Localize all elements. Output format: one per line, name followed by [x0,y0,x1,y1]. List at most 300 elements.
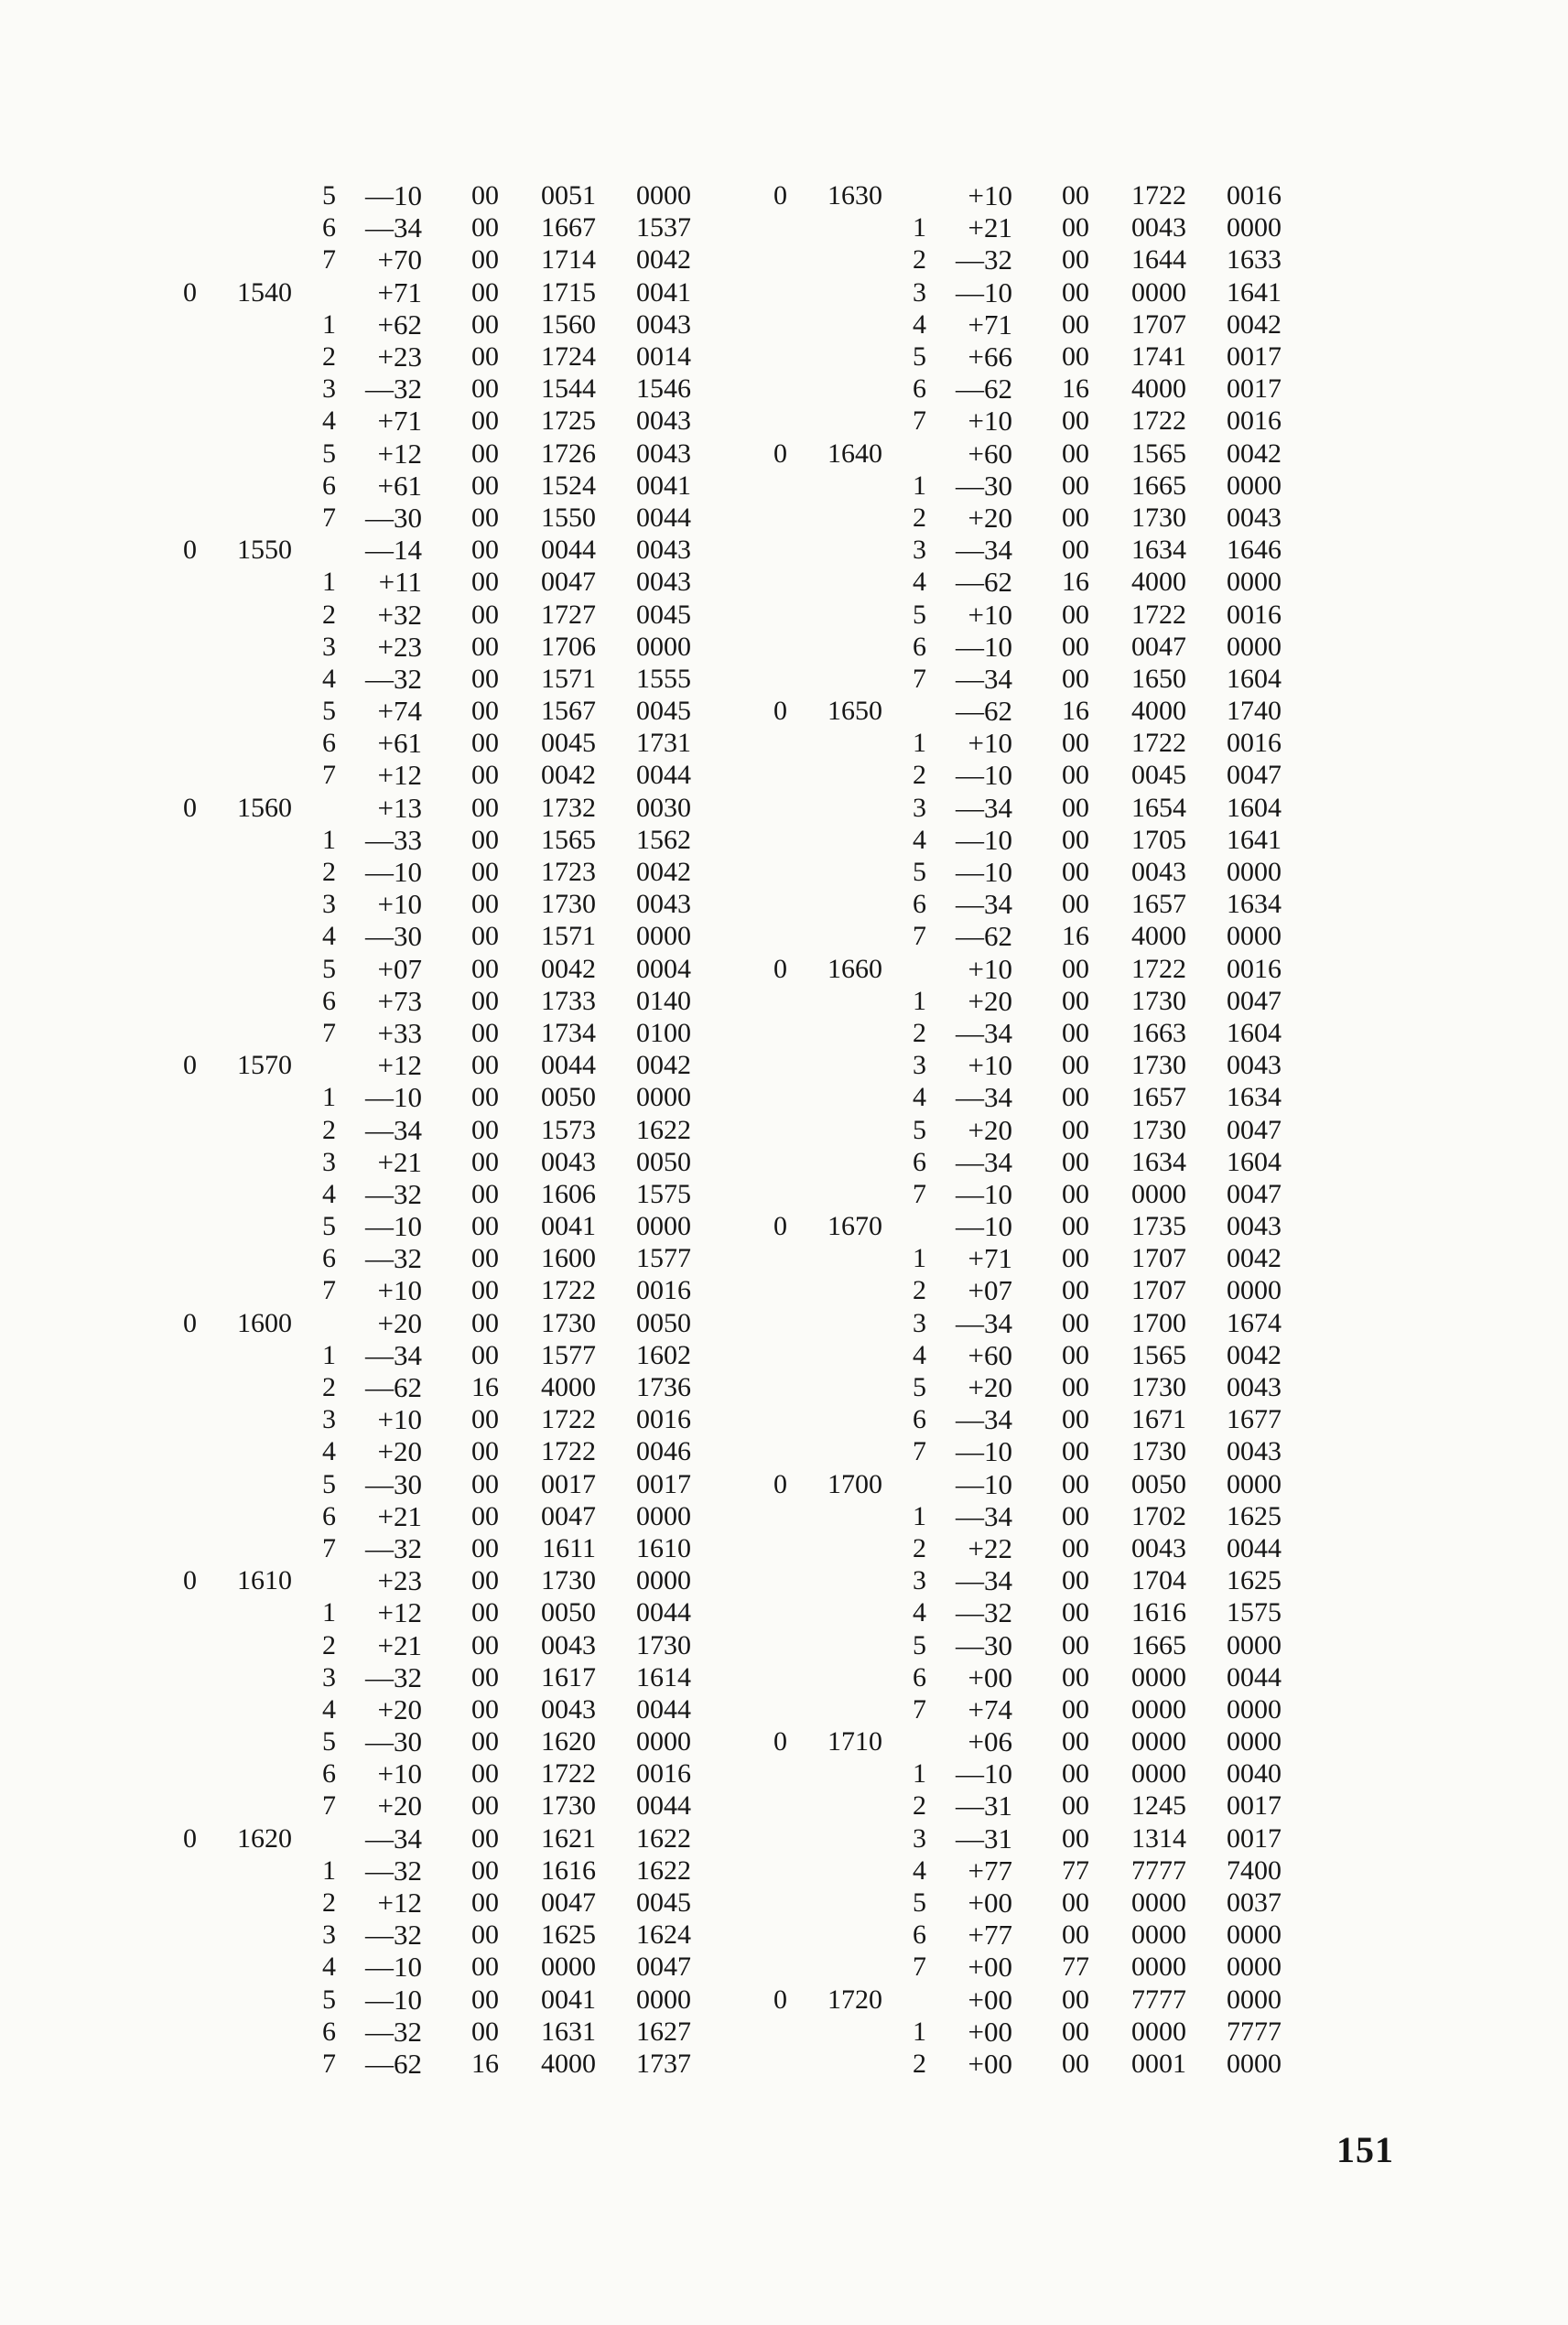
address-1: 1663 [1131,1017,1186,1048]
instruction-row [773,856,1281,888]
address-1: 0000 [1131,1693,1186,1725]
address-2: 0000 [636,180,691,211]
flag-field: 00 [471,406,499,437]
address-1: 1702 [1131,1500,1186,1531]
relative-address: 1 [913,728,926,759]
relative-address: 7 [322,1017,336,1048]
flag-field: 00 [471,1500,499,1531]
operation-code: —32 [365,1660,422,1693]
relative-address: 7 [322,1532,336,1563]
relative-address: 6 [913,1661,926,1692]
address-1: 1577 [541,1339,596,1370]
operation-code: +73 [377,984,422,1017]
instruction-row [773,631,1281,663]
relative-address: 5 [322,1468,336,1499]
address-2: 0043 [636,567,691,598]
address-2: 0046 [636,1436,691,1467]
operation-code: —62 [956,373,1012,406]
relative-address: 4 [322,1952,336,1983]
address-1: 0050 [541,1082,596,1113]
flag-field: 00 [471,180,499,211]
operation-code: —14 [365,534,422,567]
base-address: 1600 [237,1307,292,1338]
address-2: 0043 [636,535,691,566]
address-1: 1560 [541,308,596,340]
address-1: 1565 [1131,1339,1186,1370]
address-2: 1577 [636,1243,691,1274]
base-address: 1720 [827,1984,882,2015]
address-1: 0041 [541,1984,596,2015]
address-1: 1606 [541,1178,596,1209]
operation-code: +23 [377,341,422,373]
address-1: 1730 [541,1790,596,1822]
address-1: 1730 [541,889,596,920]
relative-address: 4 [913,1597,926,1628]
operation-code: +13 [377,791,422,824]
address-2: 0016 [1227,728,1281,759]
address-2: 0044 [636,1790,691,1822]
instruction-row [183,1468,691,1500]
flag-field: 00 [1062,470,1089,501]
flag-field: 00 [471,1114,499,1145]
address-2: 0000 [636,1565,691,1596]
flag-field: 00 [471,502,499,533]
address-2: 1555 [636,663,691,694]
flag-field: 00 [471,470,499,501]
operation-code: —32 [365,1531,422,1564]
flag-field: 00 [1062,985,1089,1016]
base-address: 1630 [827,180,882,211]
flag-field: 00 [471,1822,499,1854]
operation-code: +60 [968,437,1012,470]
operation-code: —10 [956,1435,1012,1468]
instruction-row [773,1693,1281,1725]
operation-code: —62 [365,2047,422,2080]
relative-address: 1 [913,1758,926,1790]
zero-marker: 0 [773,1984,787,2015]
address-1: 0050 [541,1597,596,1628]
operation-code: —10 [956,1757,1012,1790]
instruction-row [183,1339,691,1371]
instruction-row [773,438,1281,470]
relative-address: 6 [322,728,336,759]
operation-code: +00 [968,1887,1012,1919]
instruction-row [773,888,1281,920]
flag-field: 00 [1062,1243,1089,1274]
address-1: 1730 [1131,1050,1186,1081]
flag-field: 00 [1062,341,1089,373]
address-2: 0030 [636,792,691,823]
flag-field: 00 [1062,1790,1089,1822]
address-2: 1737 [636,2048,691,2079]
instruction-row [773,1822,1281,1855]
operation-code: +32 [377,598,422,631]
relative-address: 4 [322,1178,336,1209]
zero-marker: 0 [183,276,197,308]
relative-address: 4 [913,1082,926,1113]
address-2: 0017 [636,1468,691,1499]
address-2: 1562 [636,824,691,855]
address-2: 1625 [1227,1565,1281,1596]
address-2: 1602 [636,1339,691,1370]
flag-field: 00 [471,1404,499,1435]
zero-marker: 0 [773,180,787,211]
instruction-row [183,1887,691,1919]
operation-code: —31 [956,1790,1012,1822]
instruction-row [183,953,691,985]
address-1: 0000 [541,1952,596,1983]
operation-code: —30 [956,1628,1012,1661]
operation-code: —34 [956,662,1012,695]
operation-code: —30 [365,501,422,534]
zero-marker: 0 [773,438,787,469]
address-2: 1646 [1227,535,1281,566]
flag-field: 00 [471,696,499,727]
flag-field: 00 [471,1307,499,1338]
operation-code: +71 [377,276,422,308]
flag-field: 00 [471,535,499,566]
address-2: 1677 [1227,1404,1281,1435]
instruction-row [183,1435,691,1467]
address-1: 0043 [1131,212,1186,243]
address-1: 1654 [1131,792,1186,823]
relative-address: 7 [913,1952,926,1983]
address-1: 1722 [1131,728,1186,759]
address-1: 1611 [542,1532,596,1563]
flag-field: 16 [1062,921,1089,952]
address-1: 1722 [1131,953,1186,984]
instruction-row [183,1242,691,1274]
address-2: 0050 [636,1146,691,1177]
operation-code: +11 [378,566,422,599]
flag-field: 00 [471,985,499,1016]
operation-code: +00 [968,1983,1012,2016]
operation-code: +61 [377,469,422,502]
operation-code: +10 [377,1757,422,1790]
operation-code: +61 [377,727,422,760]
relative-address: 4 [322,1693,336,1725]
flag-field: 00 [471,1790,499,1822]
relative-address: 4 [322,921,336,952]
relative-address: 5 [913,857,926,888]
operation-code: —10 [956,856,1012,889]
address-2: 0043 [1227,1372,1281,1403]
instruction-row [183,438,691,470]
address-1: 1644 [1131,244,1186,276]
address-1: 1600 [541,1243,596,1274]
address-2: 0000 [1227,1693,1281,1725]
instruction-row [183,1855,691,1887]
operation-code: —30 [956,469,1012,502]
address-2: 0042 [1227,308,1281,340]
flag-field: 00 [1062,1372,1089,1403]
instruction-row [183,985,691,1017]
operation-code: —32 [365,662,422,695]
relative-address: 2 [913,2048,926,2079]
operation-code: —32 [365,2015,422,2048]
address-1: 0043 [541,1629,596,1660]
operation-code: —30 [365,920,422,953]
flag-field: 00 [1062,1146,1089,1177]
flag-field: 00 [471,760,499,791]
relative-address: 5 [322,438,336,469]
instruction-row [773,1951,1281,1983]
operation-code: —10 [365,1951,422,1984]
address-2: 1634 [1227,1082,1281,1113]
flag-field: 16 [1062,696,1089,727]
base-address: 1650 [827,696,882,727]
operation-code: +00 [968,1951,1012,1984]
flag-field: 00 [1062,276,1089,308]
instruction-row [773,824,1281,856]
instruction-row [773,1887,1281,1919]
relative-address: 3 [913,792,926,823]
address-1: 1715 [541,276,596,308]
operation-code: —10 [956,823,1012,856]
address-1: 1722 [541,1275,596,1306]
address-2: 1731 [636,728,691,759]
relative-address: 6 [913,631,926,662]
instruction-row [183,308,691,341]
instruction-row [183,1790,691,1822]
flag-field: 00 [471,341,499,373]
relative-address: 3 [913,1822,926,1854]
operation-code: —10 [365,856,422,889]
address-2: 0045 [636,599,691,630]
relative-address: 3 [322,1661,336,1692]
instruction-row [773,1242,1281,1274]
instruction-row [183,1919,691,1951]
flag-field: 00 [471,792,499,823]
relative-address: 1 [913,470,926,501]
operation-code: +20 [377,1435,422,1468]
flag-field: 00 [1062,953,1089,984]
operation-code: —10 [956,1210,1012,1243]
address-1: 0001 [1131,2048,1186,2079]
instruction-row [773,1339,1281,1371]
address-1: 1650 [1131,663,1186,694]
flag-field: 00 [471,1887,499,1919]
address-1: 0000 [1131,1726,1186,1757]
flag-field: 16 [1062,373,1089,405]
address-2: 0000 [636,1726,691,1757]
relative-address: 6 [322,2016,336,2047]
flag-field: 00 [1062,1339,1089,1370]
instruction-row [773,1725,1281,1757]
address-2: 1622 [636,1822,691,1854]
address-2: 0000 [1227,1275,1281,1306]
operation-code: +00 [968,2047,1012,2080]
address-2: 0040 [1227,1758,1281,1790]
address-1: 1634 [1131,535,1186,566]
address-1: 1567 [541,696,596,727]
address-2: 0016 [1227,180,1281,211]
address-2: 0014 [636,341,691,373]
operation-code: —31 [956,1822,1012,1855]
flag-field: 00 [1062,824,1089,855]
instruction-row [773,1049,1281,1081]
relative-address: 7 [913,1178,926,1209]
instruction-row [183,759,691,791]
address-1: 4000 [541,1372,596,1403]
address-2: 0000 [1227,470,1281,501]
address-1: 1722 [541,1758,596,1790]
flag-field: 00 [471,889,499,920]
flag-field: 00 [1062,2016,1089,2047]
flag-field: 00 [471,1082,499,1113]
base-address: 1640 [827,438,882,469]
address-2: 1624 [636,1919,691,1951]
relative-address: 1 [322,1082,336,1113]
relative-address: 1 [322,1339,336,1370]
operation-code: +20 [968,1371,1012,1404]
flag-field: 00 [471,1468,499,1499]
address-1: 1665 [1131,470,1186,501]
instruction-row [773,470,1281,502]
instruction-row [773,953,1281,985]
address-2: 0000 [1227,1468,1281,1499]
flag-field: 00 [1062,502,1089,533]
address-2: 1625 [1227,1500,1281,1531]
flag-field: 00 [1062,438,1089,469]
instruction-row [773,1790,1281,1822]
relative-address: 1 [913,212,926,243]
relative-address: 2 [322,599,336,630]
flag-field: 00 [1062,1404,1089,1435]
address-2: 0043 [636,308,691,340]
operation-code: +10 [377,1403,422,1436]
operation-code: —32 [365,1919,422,1952]
address-2: 1627 [636,2016,691,2047]
address-2: 0000 [636,1082,691,1113]
instruction-row [773,1274,1281,1306]
address-2: 1634 [1227,889,1281,920]
address-2: 1604 [1227,792,1281,823]
relative-address: 3 [913,1307,926,1338]
relative-address: 1 [913,985,926,1016]
flag-field: 00 [1062,857,1089,888]
address-1: 0047 [541,1500,596,1531]
operation-code: —34 [956,534,1012,567]
instruction-row [773,243,1281,276]
address-2: 1622 [636,1114,691,1145]
address-2: 0042 [1227,438,1281,469]
instruction-row [773,1403,1281,1435]
instruction-row [183,663,691,695]
relative-address: 6 [913,889,926,920]
instruction-row [183,695,691,727]
flag-field: 77 [1062,1855,1089,1886]
instruction-row [183,1628,691,1660]
operation-code: +10 [968,727,1012,760]
relative-address: 1 [322,824,336,855]
flag-field: 00 [1062,1629,1089,1660]
address-1: 1657 [1131,1082,1186,1113]
flag-field: 00 [1062,889,1089,920]
address-2: 0044 [1227,1661,1281,1692]
address-1: 1245 [1131,1790,1186,1822]
instruction-row [183,1532,691,1564]
instruction-row [773,276,1281,308]
operation-code: —34 [365,1113,422,1146]
instruction-row [183,1661,691,1693]
address-2: 0043 [1227,1211,1281,1242]
flag-field: 00 [1062,2048,1089,2079]
zero-marker: 0 [183,1565,197,1596]
operation-code: —62 [956,920,1012,953]
flag-field: 00 [471,1726,499,1757]
instruction-row [773,1210,1281,1242]
address-1: 0047 [1131,631,1186,662]
relative-address: 3 [322,889,336,920]
flag-field: 00 [471,244,499,276]
instruction-row [773,985,1281,1017]
address-1: 1631 [541,2016,596,2047]
flag-field: 00 [1062,244,1089,276]
address-2: 1604 [1227,1017,1281,1048]
address-2: 0000 [1227,1952,1281,1983]
operation-code: +12 [377,1596,422,1629]
relative-address: 2 [913,1275,926,1306]
flag-field: 00 [1062,535,1089,566]
address-1: 1700 [1131,1307,1186,1338]
relative-address: 7 [913,1436,926,1467]
relative-address: 7 [913,921,926,952]
address-1: 1565 [1131,438,1186,469]
zero-marker: 0 [773,696,787,727]
relative-address: 6 [322,1500,336,1531]
operation-code: —34 [956,888,1012,921]
address-1: 1620 [541,1726,596,1757]
flag-field: 00 [471,1597,499,1628]
listing-column-right [773,179,1281,2080]
operation-code: —10 [956,759,1012,792]
address-2: 0044 [636,1693,691,1725]
operation-code: +23 [377,630,422,663]
address-2: 1575 [1227,1597,1281,1628]
address-1: 1722 [1131,406,1186,437]
operation-code: —34 [365,1822,422,1855]
address-1: 0047 [541,1887,596,1919]
operation-code: +20 [377,1790,422,1822]
flag-field: 00 [471,1984,499,2015]
address-1: 0043 [1131,1532,1186,1563]
operation-code: —34 [956,791,1012,824]
operation-code: —10 [956,1177,1012,1210]
address-2: 1674 [1227,1307,1281,1338]
address-1: 1730 [1131,1436,1186,1467]
operation-code: —34 [956,1081,1012,1114]
address-1: 0000 [1131,1661,1186,1692]
relative-address: 7 [913,406,926,437]
address-2: 0016 [636,1758,691,1790]
instruction-row [183,1049,691,1081]
instruction-row [773,1435,1281,1467]
operation-code: —10 [365,1210,422,1243]
address-2: 0017 [1227,341,1281,373]
address-2: 1604 [1227,663,1281,694]
address-1: 1707 [1131,1275,1186,1306]
instruction-row [183,1725,691,1757]
address-1: 0044 [541,1050,596,1081]
relative-address: 2 [913,1790,926,1822]
relative-address: 7 [913,1693,926,1725]
instruction-row [773,663,1281,695]
flag-field: 00 [471,1178,499,1209]
relative-address: 5 [913,1887,926,1919]
operation-code: +00 [968,1660,1012,1693]
relative-address: 3 [913,1050,926,1081]
